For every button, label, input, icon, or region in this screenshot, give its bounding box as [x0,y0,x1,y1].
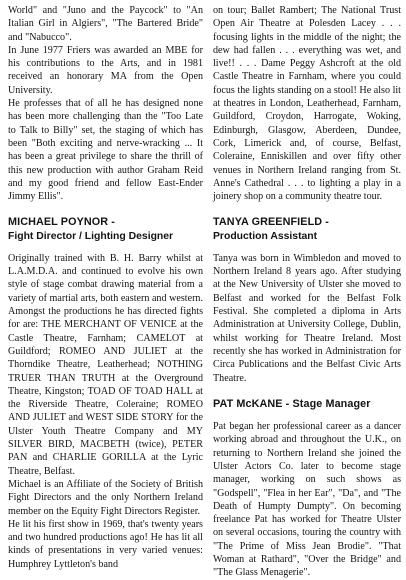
poynor-role: Fight Director / Lighting Designer [8,230,174,242]
designer-bio-continued: World" and "Juno and the Paycock" to "An Italian Girl in Algiers", "The Bartered Bride" and "Nabucco". [8,5,203,43]
poynor-bio-continued: on tour; Ballet Rambert; The National Trust Open Air Theatre at Polesden Lacey . . . focusing lights in the middle of the night; the dew had fallen . . . everything was wet, and live!! . . . Dame Peggy Ashcroft at the old Castle Theatre in Farnham, where you could focus the lights standing on a stool! He also lit at theatres in London, Leatherhead, Farnham, Guildford, Croydon, Harrogate, Woking, Edinburgh, Glasgow, Aberdeen, Dundee, Cork, Limerick and, of course, Belfast, Coleraine, Enniskillen and over fifty other venues in Northern Ireland ranging from St. Anne's Cathedral . . . to lighting a play in a joinery shop on a community theatre tour. [213,5,401,203]
designer-bio-quote: He professes that of all he has designed none has been more challenging than the "Too Late to Talk to Billy" set, the staging of which has been "Both exciting and nerve-wracking ... It has been a great privilege to share the thrill of this new production with author Graham Reid and my good friend and fellow East-Ender Jimmy Ellis". [8,98,203,203]
greenfield-heading [213,216,401,242]
poynor-heading [8,216,203,242]
poynor-name: MICHAEL POYNOR - [8,216,115,229]
mckane-heading [213,398,401,411]
greenfield-name: TANYA GREENFIELD - [213,216,329,229]
poynor-bio-affiliation: Michael is an Affiliate of the Society of British Fight Directors and the only Northern Ireland member on the Equity Fight Directors Register. [8,478,203,517]
poynor-bio-lighting: He lit his first show in 1969, that's twenty years and two hundred productions ago! He has lit all kinds of presentations in very varied venues: Humphrey Lyttleton's band [8,518,203,570]
mckane-name: PAT McKANE - Stage Manager [213,397,371,410]
poynor-bio-training: Originally trained with B. H. Barry whilst at L.A.M.D.A. and continued to evolve his own style of stage combat drawing material from a variety of martial arts, both eastern and western. Amongst the productions he has directed fights for are: THE MERCHANT OF VENICE at the Castle Theatre, Farnham; CAMELOT at Guildford; ROMEO AND JULIET at the Thorndike Theatre, Leatherhead; NOTHING TRUER THAN TRUTH at the Overground Theatre, Kingston; TOAD OF TOAD HALL at the Riverside Theatre, Coleraine; ROMEO AND JULIET and WEST SIDE STORY for the Ulster Youth Theatre Company and MY SILVER BIRD, MACBETH (twice), PETER PAN and CHARLIE GORILLA at the Lyric Theatre, Belfast. [8,252,203,477]
mckane-bio: Pat began her professional career as a dancer working abroad and throughout the U.K., on returning to Northern Ireland she joined the Ulster Actors Co. later to become stage manager, working on such shows as "Godspell", "Flea in her Ear", "Da", and "The Death of Humpty Dumpty". On becoming freelance Pat has worked for Theatre Ulster on several occasions, touring the country with "The Prime of Miss Jean Brodie". "That Woman at Rathard", "Over the Bridge" and "The Glass Menagerie". [213,421,401,579]
right-column [213,4,401,580]
designer-bio-awards: In June 1977 Friers was awarded an MBE for his contributions to the Arts, and in 1981 received an honorary MA from the Open University. [8,44,203,96]
greenfield-role: Production Assistant [213,230,318,242]
left-column [8,4,203,571]
greenfield-bio: Tanya was born in Wimbledon and moved to Northern Ireland 8 years ago. After studying at the New University of Ulster she moved to Belfast and worked for the Belfast Folk Festival. She completed a diploma in Arts Administration at University College, Dublin, whilst working for Theatre Ireland. Most recently she has worked in Administration for Circa Publications and the Belfast Civic Arts Theatre. [213,252,401,384]
